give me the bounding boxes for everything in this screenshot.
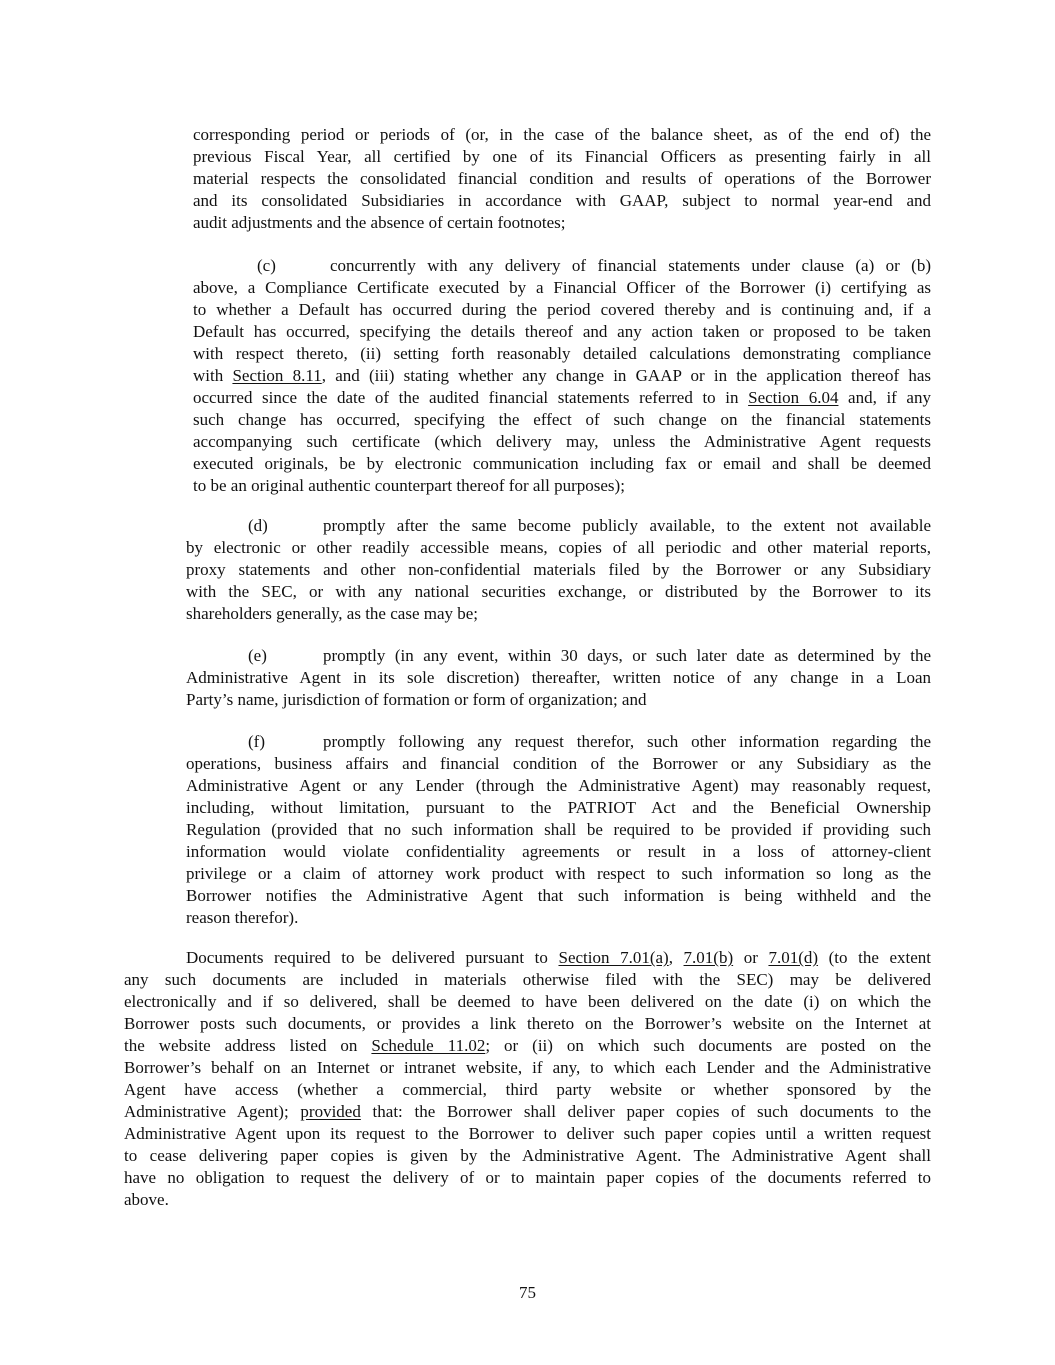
paragraph-e bbox=[186, 645, 931, 711]
text-line bbox=[186, 645, 931, 667]
text-run: accompanying such certificate (which delivery may, unless the Administrative Agent requests bbox=[193, 432, 931, 451]
paragraph-f bbox=[186, 731, 931, 929]
text-line bbox=[186, 603, 931, 625]
text-run: have no obligation to request the delivery of or to maintain paper copies of the documents referred to bbox=[124, 1168, 931, 1187]
text-run: audit adjustments and the absence of certain footnotes; bbox=[193, 213, 566, 232]
text-line bbox=[193, 277, 931, 299]
text-run: promptly following any request therefor, such other information regarding the bbox=[323, 732, 931, 751]
text-line bbox=[193, 212, 931, 234]
text-line bbox=[186, 689, 931, 711]
text-line bbox=[193, 190, 931, 212]
text-line bbox=[193, 299, 931, 321]
text-line bbox=[186, 515, 931, 537]
clause-label: (c) bbox=[257, 256, 276, 275]
text-run: executed originals, be by electronic communication including fax or email and shall be deemed bbox=[193, 454, 931, 473]
text-run: such change has occurred, specifying the effect of such change on the financial statements bbox=[193, 410, 931, 429]
text-line bbox=[193, 124, 931, 146]
text-line bbox=[124, 969, 931, 991]
text-run: Administrative Agent); bbox=[124, 1102, 301, 1121]
text-line bbox=[124, 1145, 931, 1167]
text-run: by electronic or other readily accessible means, copies of all periodic and other material reports, bbox=[186, 538, 931, 557]
text-line bbox=[193, 409, 931, 431]
text-line bbox=[193, 453, 931, 475]
text-line bbox=[124, 991, 931, 1013]
text-line bbox=[124, 947, 931, 969]
text-line bbox=[186, 667, 931, 689]
text-run: including, without limitation, pursuant to the PATRIOT Act and the Beneficial Ownership bbox=[186, 798, 931, 817]
text-line bbox=[193, 387, 931, 409]
text-run: above, a Compliance Certificate executed by a Financial Officer of the Borrower (i) certifying as bbox=[193, 278, 931, 297]
text-run: Borrower posts such documents, or provides a link thereto on the Borrower’s website on the Internet at bbox=[124, 1014, 931, 1033]
text-line bbox=[124, 1167, 931, 1189]
text-line bbox=[193, 255, 931, 277]
text-run: proxy statements and other non-confidential materials filed by the Borrower or any Subsidiary bbox=[186, 560, 931, 579]
text-run: Administrative Agent upon its request to the Borrower to deliver such paper copies until a written request bbox=[124, 1124, 931, 1143]
text-line bbox=[124, 1035, 931, 1057]
text-run: promptly after the same become publicly available, to the extent not available bbox=[323, 516, 931, 535]
text-run: operations, business affairs and financial condition of the Borrower or any Subsidiary as the bbox=[186, 754, 931, 773]
text-run: promptly (in any event, within 30 days, or such later date as determined by the bbox=[323, 646, 931, 665]
text-run: or bbox=[733, 948, 769, 967]
text-run: and its consolidated Subsidiaries in accordance with GAAP, subject to normal year-end and bbox=[193, 191, 931, 210]
text-run: Regulation (provided that no such information shall be required to be provided if providing such bbox=[186, 820, 931, 839]
text-run: above. bbox=[124, 1190, 169, 1209]
text-run: reason therefor). bbox=[186, 908, 299, 927]
text-line bbox=[193, 431, 931, 453]
text-run: Agent have access (whether a commercial, third party website or whether sponsored by the bbox=[124, 1080, 931, 1099]
text-line bbox=[186, 863, 931, 885]
cross-reference-link[interactable]: 7.01(d) bbox=[768, 948, 819, 967]
text-line bbox=[124, 1079, 931, 1101]
text-run: to be an original authentic counterpart thereof for all purposes); bbox=[193, 476, 625, 495]
text-run: Documents required to be delivered pursuant to bbox=[186, 948, 559, 967]
text-line bbox=[186, 841, 931, 863]
cross-reference-link[interactable]: Section 6.04 bbox=[748, 388, 839, 407]
text-run: that: the Borrower shall deliver paper copies of such documents to the bbox=[360, 1102, 931, 1121]
text-line bbox=[124, 1189, 931, 1211]
text-run: electronically and if so delivered, shall be deemed to have been delivered on the date (i) on which the bbox=[124, 992, 931, 1011]
paragraph bbox=[124, 947, 931, 1211]
cross-reference-link[interactable]: Section 7.01(a) bbox=[558, 948, 669, 967]
cross-reference-link[interactable]: 7.01(b) bbox=[683, 948, 734, 967]
text-run: Borrower notifies the Administrative Agent that such information is being withheld and the bbox=[186, 886, 931, 905]
text-run: Default has occurred, specifying the details thereof and any action taken or proposed to be taken bbox=[193, 322, 931, 341]
text-line bbox=[186, 753, 931, 775]
text-run: occurred since the date of the audited financial statements referred to in bbox=[193, 388, 749, 407]
text-run: to cease delivering paper copies is given by the Administrative Agent. The Administrative Agent shall bbox=[124, 1146, 931, 1165]
cross-reference-link[interactable]: provided bbox=[300, 1102, 361, 1121]
text-line bbox=[186, 885, 931, 907]
text-run: corresponding period or periods of (or, in the case of the balance sheet, as of the end of) the bbox=[193, 125, 931, 144]
text-run: information would violate confidentiality agreements or result in a loss of attorney-client bbox=[186, 842, 931, 861]
text-line bbox=[186, 537, 931, 559]
text-run: with the SEC, or with any national securities exchange, or distributed by the Borrower to its bbox=[186, 582, 931, 601]
text-run: material respects the consolidated financial condition and results of operations of the Borrower bbox=[193, 169, 931, 188]
paragraph-d bbox=[186, 515, 931, 625]
text-run: Party’s name, jurisdiction of formation or form of organization; and bbox=[186, 690, 647, 709]
text-line bbox=[186, 581, 931, 603]
text-run: , and (iii) stating whether any change in GAAP or in the application thereof has bbox=[321, 366, 931, 385]
text-run: privilege or a claim of attorney work product with respect to such information so long as the bbox=[186, 864, 931, 883]
cross-reference-link[interactable]: Schedule 11.02 bbox=[371, 1036, 486, 1055]
text-run: ; or (ii) on which such documents are posted on the bbox=[485, 1036, 932, 1055]
text-run: the website address listed on bbox=[124, 1036, 372, 1055]
text-line bbox=[186, 907, 931, 929]
page-number: 75 bbox=[519, 1283, 536, 1302]
text-run: with respect thereto, (ii) setting forth reasonably detailed calculations demonstrating compliance bbox=[193, 344, 931, 363]
text-line bbox=[193, 321, 931, 343]
text-line bbox=[186, 797, 931, 819]
text-run: (to the extent bbox=[818, 948, 931, 967]
text-run: Administrative Agent or any Lender (through the Administrative Agent) may reasonably request, bbox=[186, 776, 931, 795]
text-run: , bbox=[668, 948, 684, 967]
text-line bbox=[124, 1013, 931, 1035]
cross-reference-link[interactable]: Section 8.11 bbox=[232, 366, 322, 385]
text-run: and, if any bbox=[838, 388, 931, 407]
text-line bbox=[193, 475, 931, 497]
text-line bbox=[193, 365, 931, 387]
text-run: shareholders generally, as the case may be; bbox=[186, 604, 479, 623]
text-line bbox=[186, 731, 931, 753]
text-line bbox=[124, 1123, 931, 1145]
text-run: with bbox=[193, 366, 233, 385]
text-line bbox=[193, 168, 931, 190]
paragraph bbox=[193, 124, 931, 234]
text-line bbox=[186, 775, 931, 797]
clause-label: (f) bbox=[248, 732, 265, 751]
text-run: any such documents are included in materials otherwise filed with the SEC) may be delivered bbox=[124, 970, 931, 989]
text-line bbox=[186, 819, 931, 841]
text-run: Administrative Agent in its sole discretion) thereafter, written notice of any change in a Loan bbox=[186, 668, 931, 687]
text-run: previous Fiscal Year, all certified by one of its Financial Officers as presenting fairly in all bbox=[193, 147, 931, 166]
text-line bbox=[193, 146, 931, 168]
clause-label: (e) bbox=[248, 646, 267, 665]
text-line bbox=[193, 343, 931, 365]
text-line bbox=[186, 559, 931, 581]
text-run: to whether a Default has occurred during the period covered thereby and is continuing and, if a bbox=[193, 300, 931, 319]
text-run: concurrently with any delivery of financial statements under clause (a) or (b) bbox=[330, 256, 931, 275]
text-line bbox=[124, 1101, 931, 1123]
clause-label: (d) bbox=[248, 516, 268, 535]
paragraph-c bbox=[193, 255, 931, 497]
text-line bbox=[124, 1057, 931, 1079]
text-run: Borrower’s behalf on an Internet or intranet website, if any, to which each Lender and the Administrative bbox=[124, 1058, 931, 1077]
